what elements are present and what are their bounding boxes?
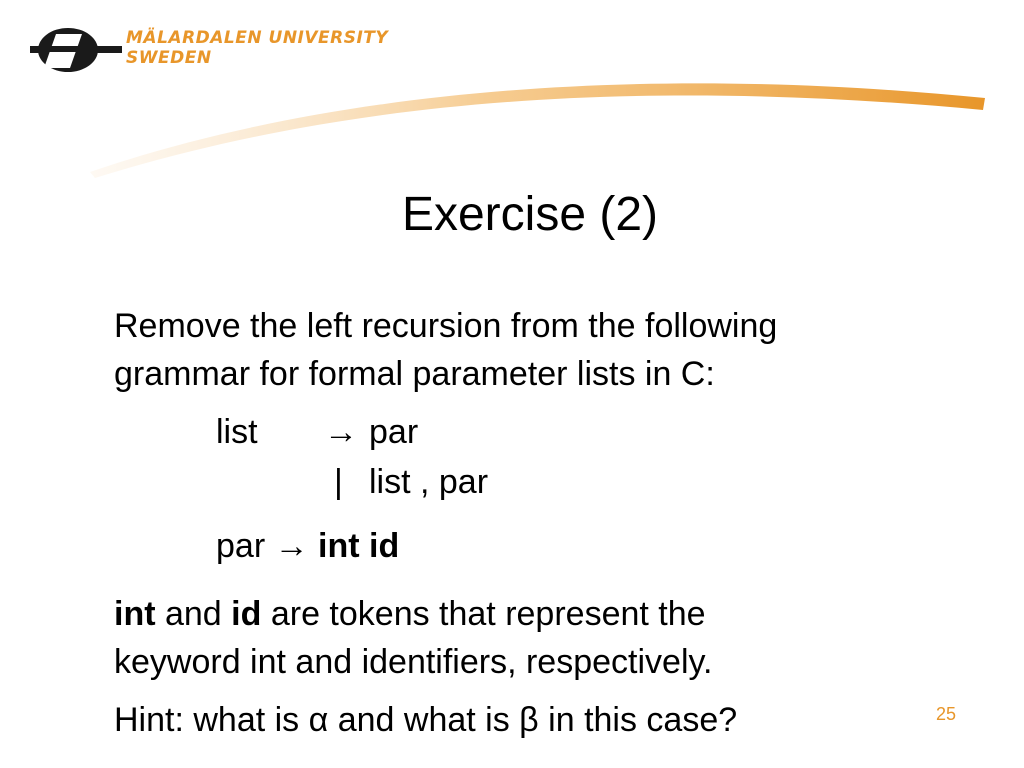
slide-number: 25 bbox=[936, 704, 957, 724]
hint-text: Hint: what is α and what is β in this case? bbox=[114, 701, 738, 739]
intro-line-2: grammar for formal parameter lists in C: bbox=[114, 355, 715, 393]
university-name-line2: SWEDEN bbox=[126, 48, 212, 68]
grammar-list-rule bbox=[114, 408, 974, 518]
par-rule-text bbox=[216, 522, 399, 570]
slide-title: Exercise (2) bbox=[401, 188, 659, 241]
grammar-par-rule bbox=[114, 522, 974, 580]
tokens-rest-line1: are tokens that represent the bbox=[261, 595, 706, 633]
grammar-arrow: → bbox=[324, 413, 358, 451]
grammar-lhs-list: list bbox=[216, 413, 258, 451]
grammar-rhs-par: par bbox=[369, 413, 419, 451]
par-arrow: → bbox=[274, 527, 309, 565]
token-int: int bbox=[114, 595, 156, 633]
token-id: id bbox=[231, 595, 262, 633]
intro-paragraph bbox=[114, 302, 974, 398]
slide-body bbox=[114, 302, 974, 744]
par-lhs: par bbox=[216, 527, 266, 565]
grammar-alternative-bar: | bbox=[334, 463, 343, 501]
intro-line-1: Remove the left recursion from the following bbox=[114, 307, 778, 345]
decorative-swoosh bbox=[0, 60, 1024, 190]
tokens-paragraph bbox=[114, 590, 974, 686]
grammar-rhs-list-par: list , par bbox=[369, 463, 489, 501]
university-name-line1: MÄLARDALEN UNIVERSITY bbox=[126, 28, 389, 48]
tokens-line-2: keyword int and identifiers, respectively. bbox=[114, 643, 713, 681]
par-rhs: int id bbox=[318, 527, 400, 565]
tokens-and: and bbox=[155, 595, 232, 633]
